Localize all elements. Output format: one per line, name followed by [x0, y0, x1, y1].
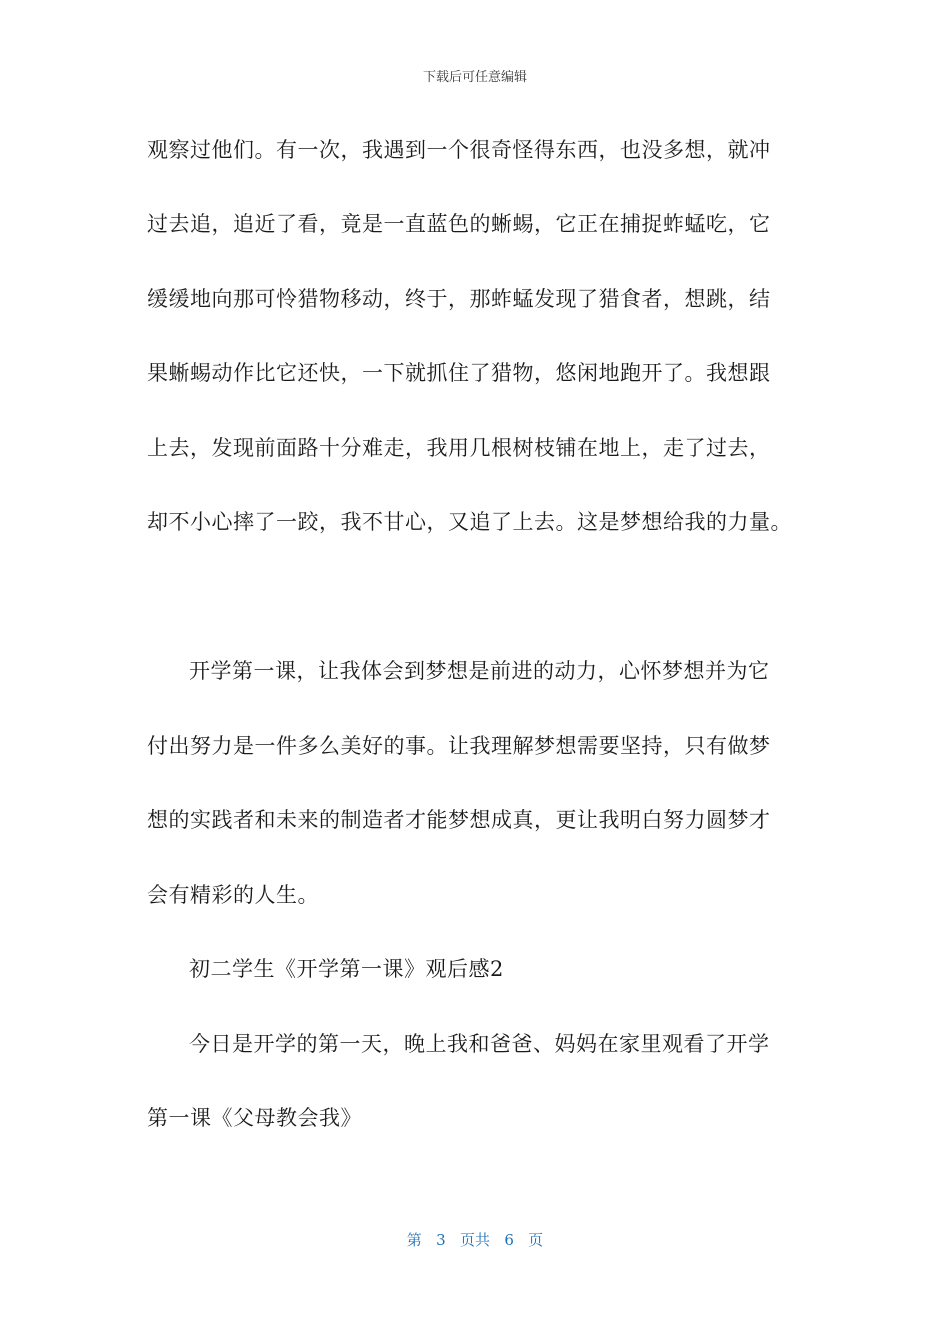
text-line: 今日是开学的第一天，晚上我和爸爸、妈妈在家里观看了开学 [189, 1032, 770, 1056]
text-line: 开学第一课，让我体会到梦想是前进的动力，心怀梦想并为它 [189, 659, 770, 683]
footer-label-page: 第 [406, 1231, 422, 1249]
text-line: 付出努力是一件多么美好的事。让我理解梦想需要坚持，只有做梦 [147, 734, 771, 758]
page-header: 下载后可任意编辑 [422, 70, 527, 85]
page-footer [0, 1229, 950, 1250]
footer-label-end: 页 [528, 1231, 544, 1249]
text-line: 上去，发现前面路十分难走，我用几根树枝铺在地上，走了过去， [147, 436, 771, 460]
text-line: 观察过他们。有一次，我遇到一个很奇怪得东西，也没多想，就冲 [147, 138, 771, 162]
text-line: 过去追，追近了看，竟是一直蓝色的蜥蜴，它正在捕捉蚱蜢吃，它 [147, 212, 771, 236]
text-line: 会有精彩的人生。 [147, 883, 319, 907]
text-line: 却不小心摔了一跤，我不甘心，又追了上去。这是梦想给我的力量。 [147, 510, 792, 534]
text-line: 第一课《父母教会我》 [147, 1106, 362, 1130]
footer-total-pages: 6 [504, 1231, 514, 1249]
text-line: 果蜥蜴动作比它还快，一下就抓住了猎物，悠闲地跑开了。我想跟 [147, 361, 771, 385]
footer-current-page: 3 [436, 1231, 446, 1249]
footer-label-of: 页共 [459, 1231, 490, 1249]
section-title: 初二学生《开学第一课》观后感2 [189, 957, 504, 981]
text-line: 想的实践者和未来的制造者才能梦想成真，更让我明白努力圆梦才 [147, 808, 771, 832]
text-line: 缓缓地向那可怜猎物移动，终于，那蚱蜢发现了猎食者，想跳，结 [147, 287, 771, 311]
